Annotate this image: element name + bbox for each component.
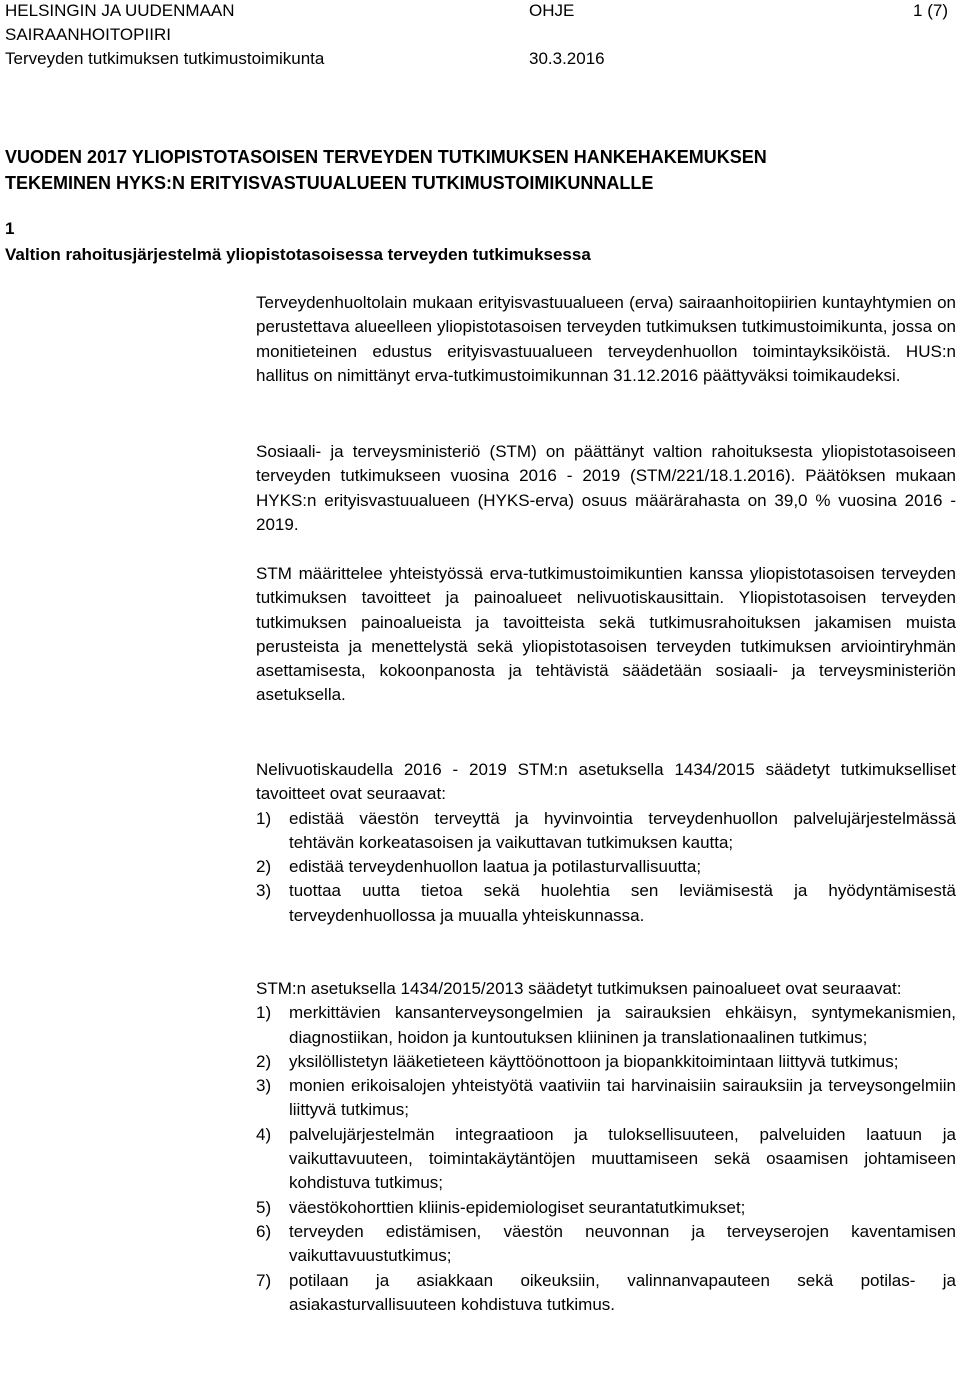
section-number: 1 [5, 219, 15, 238]
org-name-line1: HELSINGIN JA UUDENMAAN [5, 1, 235, 20]
paragraph-focus-areas: STM:n asetuksella 1434/2015/2013 säädetyt tutkimuksen painoalueet ovat seuraavat: 1) merkittävien kansanterveysongelmien ja sairauksien ehkäisyn, syntymekanismien, diagnostiikan, hoidon ja kuntoutuksen kliininen ja translationaalinen tutkimus; 2) yksilöllistetyn lääketieteen käyttöönottoon ja biopankkitoimintaan liittyvä tutkimus; 3) monien erikoisalojen yhteistyötä vaativiin tai harvinaisiin sairauksiin ja terveysongelmiin liittyvä tutkimus; 4) palvelujärjestelmän integraatioon ja tuloksellisuuteen, palveluiden laatuun ja vaikuttavuuteen, toimintakäytäntöjen muuttamiseen sekä osaamisen johtamiseen kohdistuva tutkimus; 5) väestökohorttien kliinis-epidemiologiset seurantatutkimukset; 6) terveyden edistämisen, väestön neuvonnan ja terveyserojen kaventamisen vaikuttavuustutkimus; 7) potilaan ja asiakkaan oikeuksiin, valinnanvapauteen sekä potilas- ja asiakasturvallisuuteen kohdistuva tutkimus. [256, 977, 956, 1317]
document-date: 30.3.2016 [529, 49, 605, 68]
focus-areas-list [256, 1001, 956, 1317]
list-item: 1) edistää väestön terveyttä ja hyvinvointia terveydenhuollon palvelujärjestelmässä tehtävän korkeatasoisen ja vaikuttavan tutkimuksen kautta; [256, 808, 956, 852]
section-title: Valtion rahoitusjärjestelmä yliopistotasoisessa terveyden tutkimuksessa [5, 245, 591, 264]
list-item: 7) potilaan ja asiakkaan oikeuksiin, valinnanvapauteen sekä potilas- ja asiakasturvallisuuteen kohdistuva tutkimus. [256, 1270, 956, 1314]
title-line-1: VUODEN 2017 YLIOPISTOTASOISEN TERVEYDEN TUTKIMUKSEN HANKEHAKEMUKSEN [5, 147, 767, 167]
org-name-line2: SAIRAANHOITOPIIRI [5, 25, 171, 44]
paragraph-erva-committee: Terveydenhuoltolain mukaan erityisvastuualueen (erva) sairaanhoitopiirien kuntayhtymien on perustettava alueelleen yliopistotasoisen terveyden tutkimuksen tutkimustoimikunta, jossa on monitieteinen edustus erityisvastuualueen terveydenhuollon toimintayksiköistä. HUS:n hallitus on nimittänyt erva-tutkimustoimikunnan 31.12.2016 päättyväksi toimikaudeksi. [256, 293, 956, 385]
paragraph-stm-funding: Sosiaali- ja terveysministeriö (STM) on päättänyt valtion rahoituksesta yliopistotasoiseen terveyden tutkimukseen vuosina 2016 - 2019 (STM/221/18.1.2016). Päätöksen mukaan HYKS:n erityisvastuualueen (HYKS-erva) osuus määrärahasta on 39,0 % vuosina 2016 - 2019. [256, 442, 956, 534]
list-item: 6) terveyden edistämisen, väestön neuvonnan ja terveyserojen kaventamisen vaikuttavuustutkimus; [256, 1221, 956, 1266]
list-item: 1) merkittävien kansanterveysongelmien ja sairauksien ehkäisyn, syntymekanismien, diagnostiikan, hoidon ja kuntoutuksen kliininen ja translationaalinen tutkimus; [256, 1003, 956, 1047]
list-item: 5) väestökohorttien kliinis-epidemiologiset seurantatutkimukset; [256, 1197, 746, 1217]
document-title [5, 144, 767, 196]
list-item: 3) tuottaa uutta tietoa sekä huolehtia sen leviämisestä ja hyödyntämisestä terveydenhuollossa ja muualla yhteiskunnassa. [256, 881, 956, 925]
list-item: 3) monien erikoisalojen yhteistyötä vaativiin tai harvinaisiin sairauksiin ja terveysongelmiin liittyvä tutkimus; [256, 1076, 956, 1120]
unit-name: Terveyden tutkimuksen tutkimustoimikunta [5, 49, 325, 68]
paragraph-research-goals: Nelivuotiskaudella 2016 - 2019 STM:n asetuksella 1434/2015 säädetyt tutkimukselliset tavoitteet ovat seuraavat: 1) edistää väestön terveyttä ja hyvinvointia terveydenhuollon palvelujärjestelmässä tehtävän korkeatasoisen ja vaikuttavan tutkimuksen kautta; 2) edistää terveydenhuollon laatua ja potilasturvallisuutta; 3) tuottaa uutta tietoa sekä huolehtia sen leviämisestä ja hyödyntämisestä terveydenhuollossa ja muualla yhteiskunnassa. [256, 758, 956, 928]
document-type: OHJE [529, 1, 575, 20]
list-item: 2) yksilöllistetyn lääketieteen käyttöönottoon ja biopankkitoimintaan liittyvä tutkimus; [256, 1051, 899, 1071]
list-item: 2) edistää terveydenhuollon laatua ja potilasturvallisuutta; [256, 857, 702, 877]
title-line-2: TEKEMINEN HYKS:N ERITYISVASTUUALUEEN TUTKIMUSTOIMIKUNNALLE [5, 173, 654, 193]
paragraph-stm-priorities: STM määrittelee yhteistyössä erva-tutkimustoimikuntien kanssa yliopistotasoisen terveyden tutkimuksen tavoitteet ja painoalueet nelivuotiskausittain. Yliopistotasoisen terveyden tutkimuksen painoalueista ja tavoitteista sekä tutkimusrahoituksen jakamisen muista perusteista ja menettelystä sekä yliopistotasoisen terveyden tutkimuksen arviointiryhmän asettamisesta, kokoonpanosta ja tehtävistä säädetään sosiaali- ja terveysministeriön asetuksella. [256, 564, 956, 705]
research-goals-list [256, 807, 956, 928]
page-number: 1 (7) [913, 1, 948, 20]
list-item: 4) palvelujärjestelmän integraatioon ja tuloksellisuuteen, palveluiden laatuun ja vaikuttavuuteen, toimintakäytäntöjen muuttamiseen sekä osaamisen johtamiseen kohdistuva tutkimus; [256, 1124, 956, 1193]
